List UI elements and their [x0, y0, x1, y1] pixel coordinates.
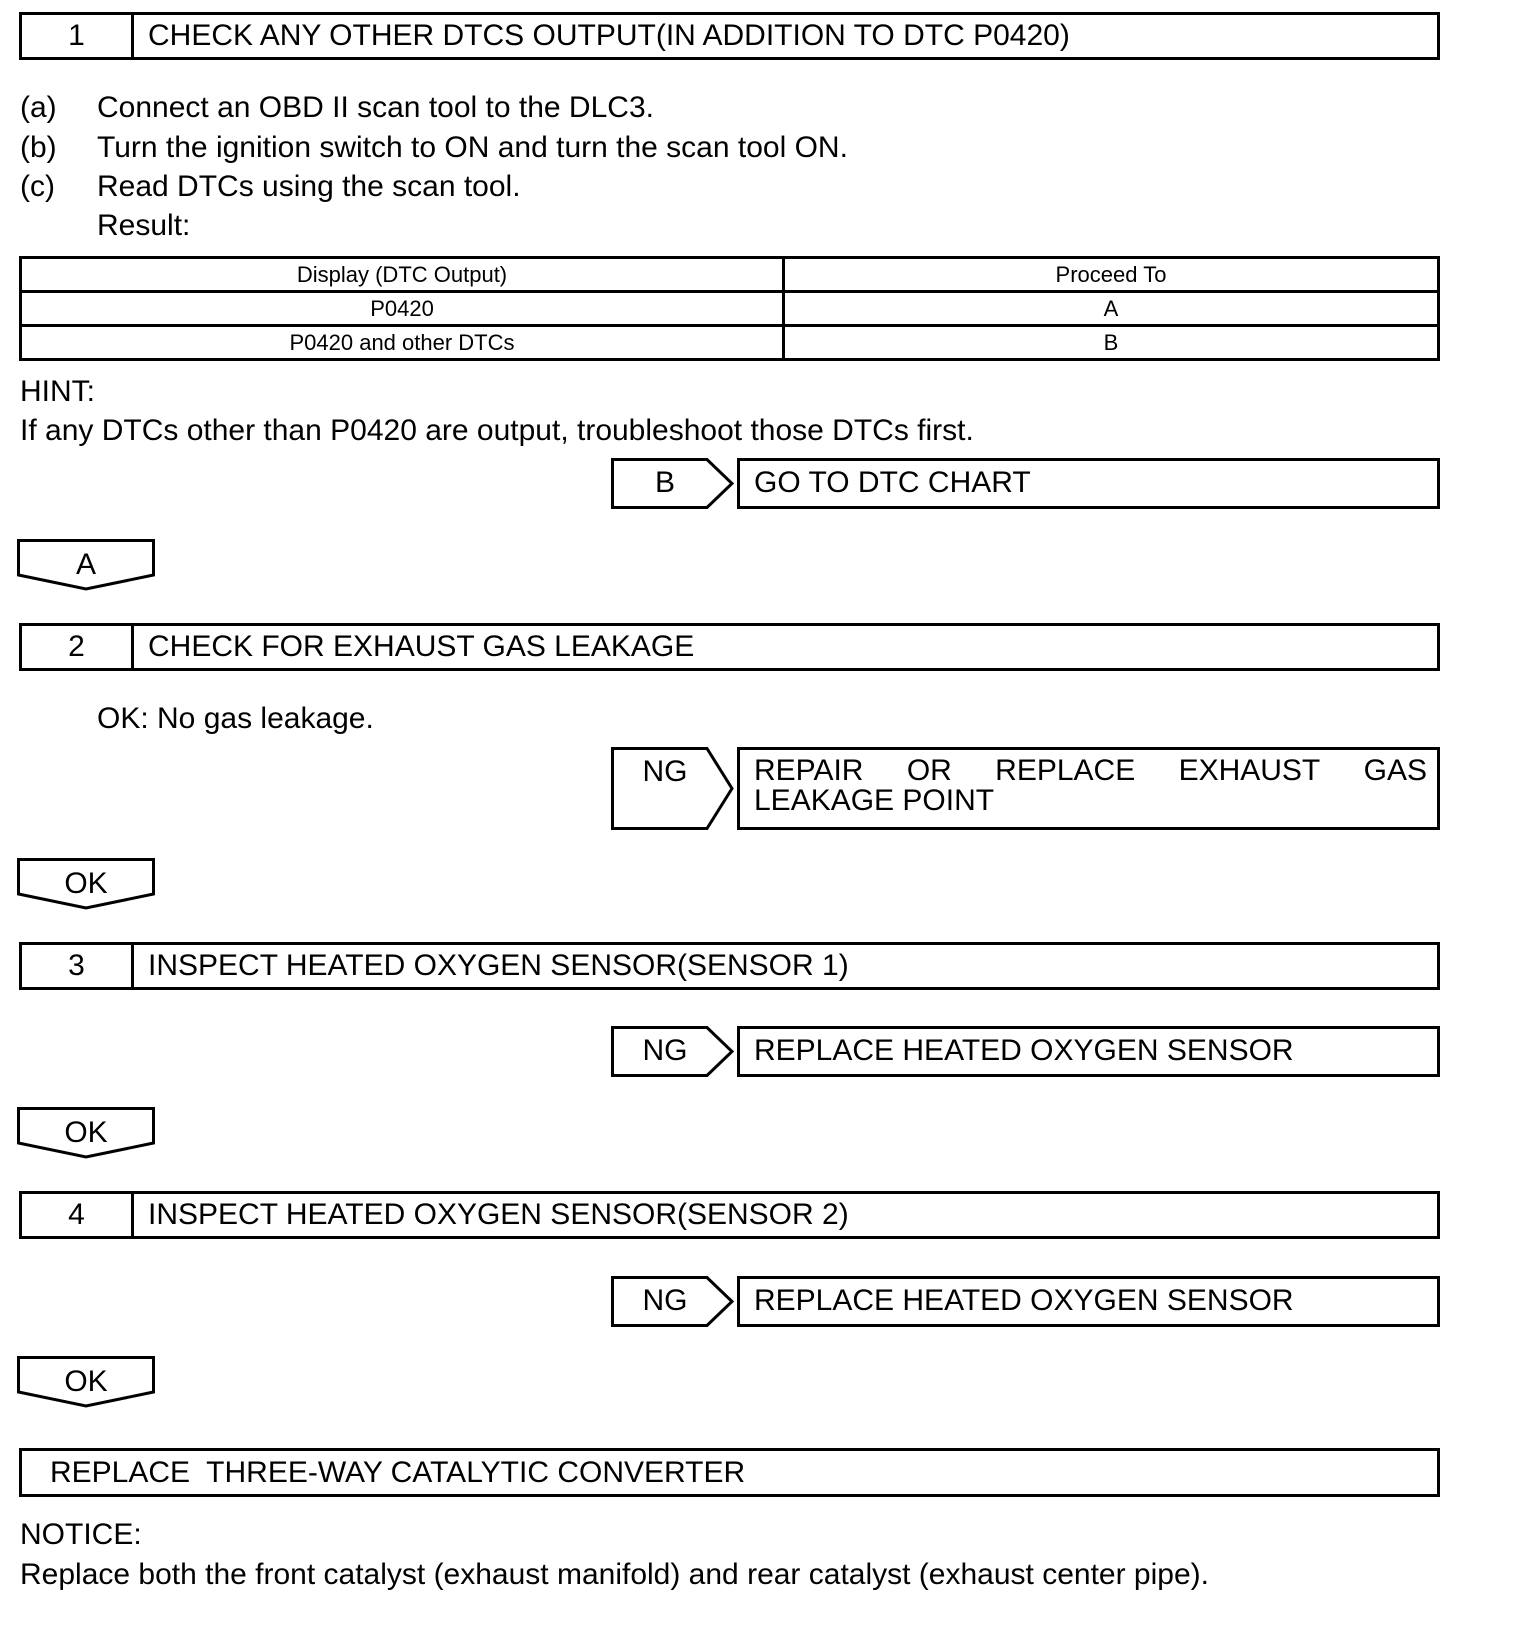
step-1-header [19, 12, 1440, 60]
branch-arrow-ng [611, 1276, 735, 1327]
final-action-text: REPLACE THREE-WAY CATALYTIC CONVERTER [50, 1455, 746, 1489]
branch-target [737, 1276, 1440, 1327]
branch-target-text: GO TO DTC CHART [754, 466, 1031, 499]
step-number: 3 [22, 945, 134, 987]
result-label: Result: [97, 209, 191, 242]
result-tab-label: OK [64, 1116, 108, 1149]
step-title: CHECK ANY OTHER DTCS OUTPUT(IN ADDITION TO DTC P0420) [148, 19, 1070, 52]
notice-text: Replace both the front catalyst (exhaust manifold) and rear catalyst (exhaust center pipe). [20, 1558, 1209, 1591]
step-title: CHECK FOR EXHAUST GAS LEAKAGE [148, 630, 695, 663]
result-tab-ok [17, 1107, 155, 1159]
target-word: EXHAUST [1178, 754, 1321, 787]
branch-target [737, 747, 1440, 830]
branch-target-line-2: LEAKAGE POINT [754, 784, 995, 817]
table-cell: P0420 [21, 292, 784, 326]
table-cell: B [784, 326, 1439, 360]
branch-target [737, 1026, 1440, 1077]
branch-label: NG [642, 755, 688, 788]
step-number: 2 [22, 626, 134, 668]
result-tab-a [17, 539, 155, 591]
hint-text: If any DTCs other than P0420 are output, troubleshoot those DTCs first. [20, 414, 974, 447]
list-item-label: (b) [20, 131, 57, 164]
table-header-cell: Display (DTC Output) [21, 258, 784, 292]
step-title: INSPECT HEATED OXYGEN SENSOR(SENSOR 1) [148, 949, 849, 982]
list-item-label: (a) [20, 91, 57, 124]
branch-target-line-1 [754, 756, 1427, 786]
table-header-row [21, 258, 1439, 292]
target-word: REPAIR [754, 754, 864, 787]
branch-target [737, 458, 1440, 509]
branch-target-text: REPLACE HEATED OXYGEN SENSOR [754, 1034, 1294, 1067]
table-cell: A [784, 292, 1439, 326]
target-word: REPLACE [995, 754, 1136, 787]
step-4-header [19, 1191, 1440, 1239]
step-title: INSPECT HEATED OXYGEN SENSOR(SENSOR 2) [148, 1198, 849, 1231]
branch-label: B [654, 466, 675, 499]
branch-target-text: REPLACE HEATED OXYGEN SENSOR [754, 1284, 1294, 1317]
result-tab-label: OK [64, 1365, 108, 1398]
step-3-header [19, 942, 1440, 990]
hint-label: HINT: [20, 375, 95, 408]
result-tab-ok [17, 858, 155, 910]
table-cell: P0420 and other DTCs [21, 326, 784, 360]
result-tab-label: A [75, 548, 96, 581]
list-item-label: (c) [20, 170, 55, 203]
step-2-header [19, 623, 1440, 671]
ok-criteria: OK: No gas leakage. [97, 702, 374, 735]
branch-arrow-ng [611, 1026, 735, 1077]
list-item-text: Connect an OBD II scan tool to the DLC3. [97, 91, 654, 124]
result-tab-label: OK [64, 867, 108, 900]
list-item-text: Read DTCs using the scan tool. [97, 170, 521, 203]
result-tab-ok [17, 1356, 155, 1408]
list-item-text: Turn the ignition switch to ON and turn the scan tool ON. [97, 131, 848, 164]
branch-label: NG [642, 1034, 688, 1067]
notice-label: NOTICE: [20, 1518, 142, 1551]
target-word: GAS [1363, 754, 1427, 787]
step-number: 4 [22, 1194, 134, 1236]
result-table [19, 256, 1440, 361]
branch-arrow-ng [611, 747, 735, 830]
table-header-cell: Proceed To [784, 258, 1439, 292]
step-number: 1 [22, 15, 134, 57]
target-word: OR [906, 754, 952, 787]
table-row [21, 292, 1439, 326]
table-row [21, 326, 1439, 360]
branch-arrow-b [611, 458, 735, 509]
branch-label: NG [642, 1284, 688, 1317]
final-action-box [19, 1448, 1440, 1497]
